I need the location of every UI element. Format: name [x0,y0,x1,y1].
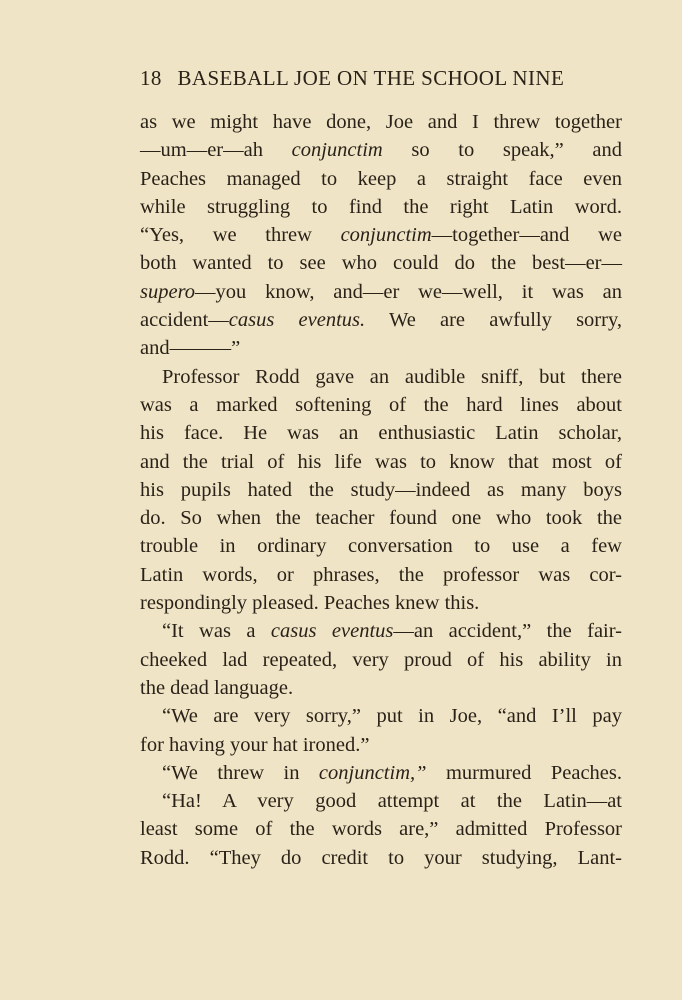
body-text [140,108,622,872]
text-run: “We are very sorry,” put in Joe, “and I’ll pay [162,705,622,728]
text-run: respondingly pleased. Peaches knew this. [140,592,480,615]
text-run: —an accident,” the fair- [393,620,622,643]
running-head [140,66,622,91]
text-run: so to speak,” and [382,139,622,162]
italic-latin-phrase: conjunctim [291,139,383,162]
text-run: as we might have done, Joe and I threw together [140,111,622,133]
text-line [140,617,622,645]
text-run: his face. He was an enthusiastic Latin scholar, [140,422,622,445]
text-line [140,504,622,532]
text-run: do. So when the teacher found one who took the [140,507,622,530]
text-line [140,476,622,504]
text-line [140,391,622,419]
text-line [140,646,622,674]
text-line [140,815,622,843]
text-run: his pupils hated the study—indeed as many boys [140,478,622,501]
text-run: “Yes, we threw [140,224,341,247]
text-run: and———” [140,337,241,360]
text-line [140,165,622,193]
text-run: —together—and we [431,224,622,247]
text-run: Peaches managed to keep a straight face even [140,167,622,190]
text-line [140,306,622,334]
text-line [140,278,622,306]
italic-latin-phrase: conjunctim [340,224,432,247]
text-line [140,759,622,787]
text-line [140,561,622,589]
text-run: for having your hat ironed.” [140,733,370,756]
text-line [140,674,622,702]
text-run: “We threw in [162,761,319,784]
text-run: least some of the words are,” admitted Professor [140,818,622,841]
text-run: Latin words, or phrases, the professor was cor- [140,563,622,586]
text-run: Professor Rodd gave an audible sniff, but there [162,365,622,388]
text-run: murmured Peaches. [426,761,622,784]
text-line [140,532,622,560]
text-run: Rodd. “They do credit to your studying, Lant- [140,846,622,869]
text-run: accident— [140,309,229,332]
text-run: “Ha! A very good attempt at the Latin—at [162,790,622,813]
text-line [140,448,622,476]
text-run: was a marked softening of the hard lines about [140,393,622,416]
text-run: We are awfully sorry, [365,309,622,332]
italic-latin-phrase: casus eventus. [228,309,366,332]
text-line [140,108,622,136]
text-line [140,844,622,872]
text-run: both wanted to see who could do the best—er— [140,252,622,275]
text-run: and the trial of his life was to know that most of [140,450,622,473]
text-line [140,334,622,362]
text-line [140,249,622,277]
italic-latin-phrase: casus eventus [270,620,394,643]
running-head-title: BASEBALL JOE ON THE SCHOOL NINE [177,66,565,90]
text-run: —um—er—ah [140,139,292,162]
italic-latin-phrase: conjunctim,” [318,761,427,784]
text-line [140,221,622,249]
text-line [140,589,622,617]
text-line [140,136,622,164]
text-line [140,731,622,759]
text-line [140,363,622,391]
text-run: cheeked lad repeated, very proud of his ability in [140,648,622,671]
text-line [140,193,622,221]
italic-latin-phrase: supero [140,280,196,303]
text-run: the dead language. [140,676,294,699]
page-number: 18 [140,66,162,90]
text-line [140,787,622,815]
text-line [140,419,622,447]
text-run: trouble in ordinary conversation to use a few [140,535,622,558]
text-run: “It was a [162,620,271,643]
text-run: —you know, and—er we—well, it was an [195,280,622,303]
text-run: while struggling to find the right Latin word. [140,195,622,218]
text-line [140,702,622,730]
